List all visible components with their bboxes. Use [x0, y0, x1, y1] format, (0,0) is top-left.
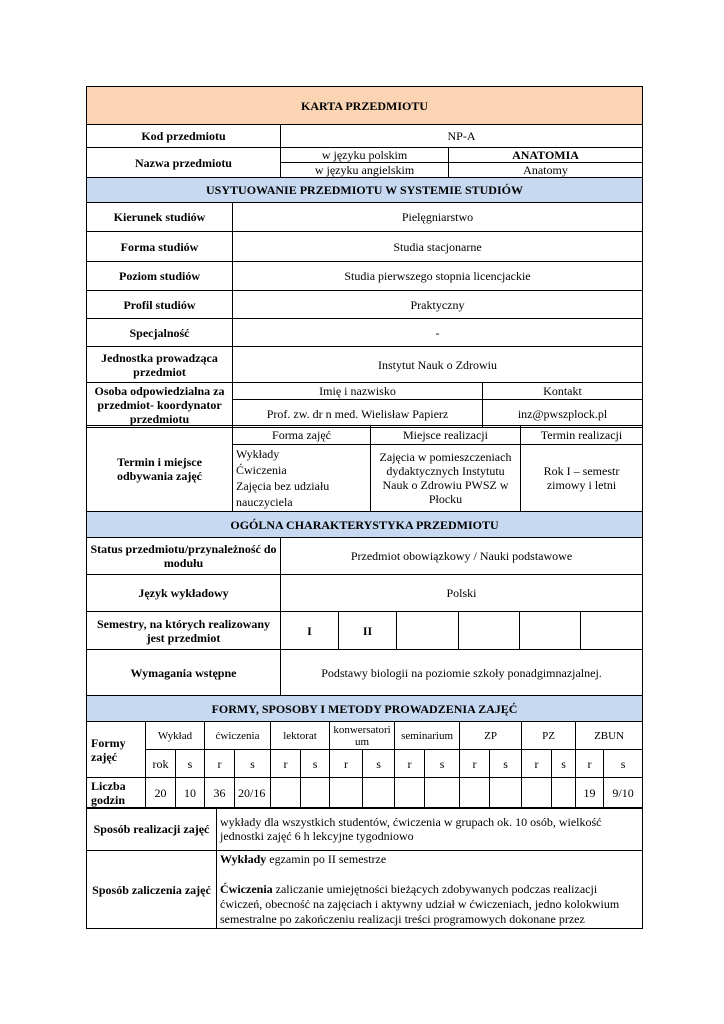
poziom-value: Studia pierwszego stopnia licencjackie [233, 262, 643, 291]
sub-header-cell: s [490, 750, 522, 778]
formy-col-header: lektorat [271, 722, 330, 750]
poziom-label: Poziom studiów [87, 262, 233, 291]
termin-miejsce: Zajęcia w pomieszczeniach dydaktycznych Instytutu Nauk o Zdrowiu PWSZ w Płocku [371, 445, 521, 512]
nazwa-label: Nazwa przedmiotu [87, 148, 281, 178]
termin-label: Termin i miejsce odbywania zajęć [87, 426, 233, 512]
forma-label: Forma studiów [87, 232, 233, 262]
formy-header: FORMY, SPOSOBY I METODY PROWADZENIA ZAJĘĆ [87, 696, 643, 722]
sub-header-cell: s [176, 750, 205, 778]
semestr-cell [581, 612, 643, 650]
ogolna-table [86, 537, 643, 722]
osoba-label: Osoba odpowiedzialna za przedmiot- koordynator przedmiotu [87, 383, 233, 428]
sub-header-cell: s [235, 750, 271, 778]
formy-col-header: ZP [460, 722, 522, 750]
liczba-cell [330, 778, 363, 809]
sub-header-cell: r [576, 750, 604, 778]
profil-value: Praktyczny [233, 291, 643, 319]
realizacja-value: wykłady dla wszystkich studentów, ćwiczenia w grupach ok. 10 osób, wielkość jednostki zajęć 6 h lekcyjne tygodniowo [217, 808, 643, 851]
formy-col-header: konwersatorium [330, 722, 395, 750]
sub-header-cell: s [604, 750, 643, 778]
sposob-table [86, 807, 643, 929]
termin-forma-list [233, 445, 371, 512]
termin-miejsce-header: Miejsce realizacji [371, 426, 521, 445]
zaliczenie-cwiczenia-text: zaliczanie umiejętności bieżących zdobywanych podczas realizacji ćwiczeń, obecność na zajęciach i aktywny udział w ćwiczeniach, jedno kolokwium semestralne po zakończeniu realizacji treści programowych dokonane przez [220, 882, 620, 926]
liczba-cell [522, 778, 552, 809]
formy-col-header: Wykład [146, 722, 205, 750]
wymagania-label: Wymagania wstępne [87, 650, 281, 696]
semestr-cell: I [281, 612, 339, 650]
formy-col-header: ZBUN [576, 722, 643, 750]
semestr-cell [397, 612, 459, 650]
liczba-cell [490, 778, 522, 809]
formy-table [86, 721, 643, 809]
zaliczenie-wyklady [220, 852, 639, 867]
liczba-cell: 20 [146, 778, 176, 809]
liczba-cell [460, 778, 490, 809]
zaliczenie-wyklady-label: Wykłady [220, 852, 267, 866]
liczba-cell [301, 778, 330, 809]
semestr-cell: II [339, 612, 397, 650]
nazwa-en-label: w języku angielskim [281, 163, 449, 178]
formy-label: Formy zajęć [87, 722, 146, 778]
liczba-cell [552, 778, 576, 809]
termin-table [86, 425, 643, 538]
liczba-cell [425, 778, 460, 809]
sub-header-cell: r [460, 750, 490, 778]
sub-header-cell: s [425, 750, 460, 778]
usytuowanie-header: USYTUOWANIE PRZEDMIOTU W SYSTEMIE STUDIÓW [87, 178, 643, 203]
zaliczenie-cwiczenia [220, 882, 639, 927]
formy-col-header: PZ [522, 722, 576, 750]
sub-header-cell: r [271, 750, 301, 778]
zaliczenie-wyklady-text: egzamin po II semestrze [266, 852, 387, 866]
osoba-contact-header: Kontakt [483, 383, 643, 400]
zaliczenie-value [217, 851, 643, 929]
sub-header-cell: s [552, 750, 576, 778]
jednostka-value: Instytut Nauk o Zdrowiu [233, 347, 643, 383]
liczba-label: Liczba godzin [87, 778, 146, 809]
sub-header-row [87, 750, 643, 778]
liczba-cell: 36 [205, 778, 235, 809]
sub-header-cell: r [205, 750, 235, 778]
sub-header-cell: r [330, 750, 363, 778]
semestr-cell [459, 612, 520, 650]
sub-header-cell: s [363, 750, 395, 778]
osoba-table [86, 382, 643, 428]
forma-value: Studia stacjonarne [233, 232, 643, 262]
osoba-name-header: Imię i nazwisko [233, 383, 483, 400]
liczba-cell: 10 [176, 778, 205, 809]
liczba-cell: 20/16 [235, 778, 271, 809]
status-value: Przedmiot obowiązkowy / Nauki podstawowe [281, 538, 643, 575]
termin-forma-item: Wykłady [236, 447, 280, 461]
termin-forma-item: Zajęcia bez udziału nauczyciela [236, 479, 330, 509]
liczba-cell [363, 778, 395, 809]
kod-label: Kod przedmiotu [87, 125, 281, 148]
kierunek-value: Pielęgniarstwo [233, 203, 643, 232]
liczba-cell: 19 [576, 778, 604, 809]
termin-termin-header: Termin realizacji [521, 426, 643, 445]
nazwa-en-value: Anatomy [449, 163, 643, 178]
semestr-cell [520, 612, 581, 650]
liczba-cell [395, 778, 425, 809]
zaliczenie-label: Sposób zaliczenia zajęć [87, 851, 217, 929]
termin-forma-header: Forma zajęć [233, 426, 371, 445]
jezyk-value: Polski [281, 575, 643, 612]
jezyk-label: Język wykładowy [87, 575, 281, 612]
formy-col-header: ćwiczenia [205, 722, 271, 750]
realizacja-label: Sposób realizacji zajęć [87, 808, 217, 851]
specjalnosc-value: - [233, 319, 643, 347]
usytuowanie-table [86, 202, 643, 383]
sub-header-cell: s [301, 750, 330, 778]
termin-forma-item: Ćwiczenia [236, 463, 287, 477]
specjalnosc-label: Specjalność [87, 319, 233, 347]
profil-label: Profil studiów [87, 291, 233, 319]
osoba-contact[interactable]: inz@pwszplock.pl [483, 400, 643, 428]
nazwa-pl-value: ANATOMIA [449, 148, 643, 163]
jednostka-label: Jednostka prowadząca przedmiot [87, 347, 233, 383]
wymagania-value: Podstawy biologii na poziomie szkoły ponadgimnazjalnej. [281, 650, 643, 696]
liczba-row [87, 778, 643, 809]
osoba-name: Prof. zw. dr n med. Wielisław Papierz [233, 400, 483, 428]
ogolna-header: OGÓLNA CHARAKTERYSTYKA PRZEDMIOTU [87, 512, 643, 538]
status-label: Status przedmiotu/przynależność do modułu [87, 538, 281, 575]
sub-header-cell: rok [146, 750, 176, 778]
semestry-label: Semestry, na których realizowany jest przedmiot [87, 612, 281, 650]
termin-termin: Rok I – semestr zimowy i letni [521, 445, 643, 512]
kod-value: NP-A [281, 125, 643, 148]
liczba-cell: 9/10 [604, 778, 643, 809]
sub-header-cell: r [522, 750, 552, 778]
formy-col-header: seminarium [395, 722, 460, 750]
liczba-cell [271, 778, 301, 809]
kierunek-label: Kierunek studiów [87, 203, 233, 232]
document-title: KARTA PRZEDMIOTU [87, 87, 643, 125]
sub-header-cell: r [395, 750, 425, 778]
zaliczenie-cwiczenia-label: Ćwiczenia [220, 882, 273, 896]
nazwa-pl-label: w języku polskim [281, 148, 449, 163]
header-table [86, 86, 643, 203]
